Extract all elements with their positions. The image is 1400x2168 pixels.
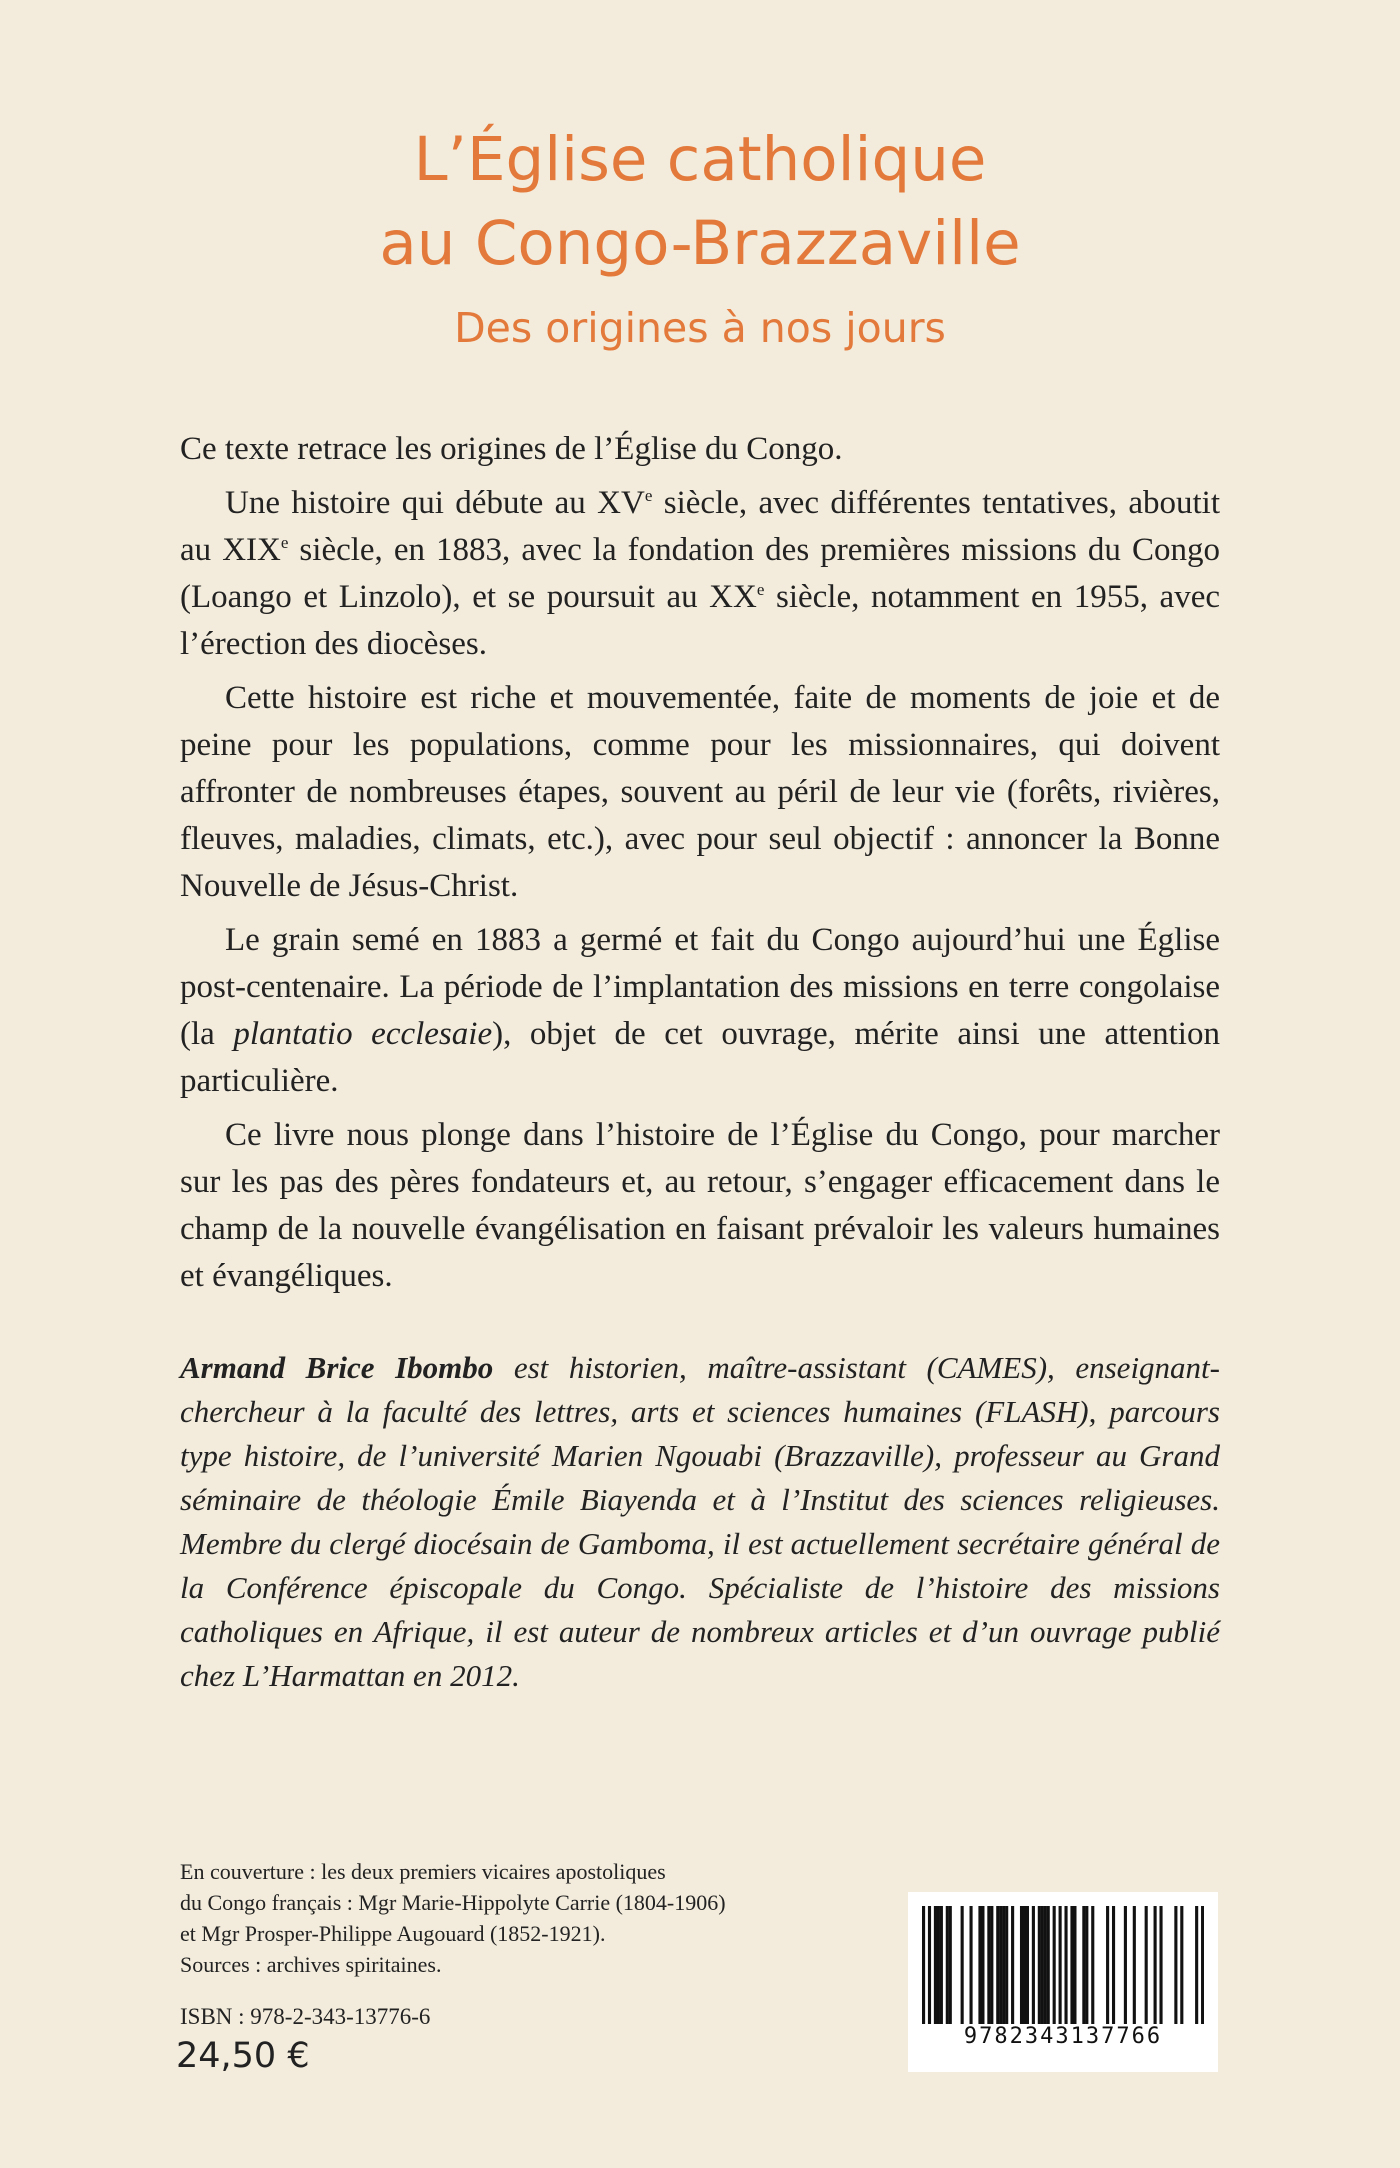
text-span: siècle, avec différentes tentatives, aboutit au XIX [180,485,1220,568]
barcode-bar [1053,1906,1056,2024]
cover-credits [180,1856,820,1980]
blurb-paragraph-4 [180,917,1220,1105]
barcode-bar [969,1906,972,2024]
barcode-bar [946,1906,949,2024]
barcode-bar [1180,1906,1183,2024]
credits-line-2: du Congo français : Mgr Marie-Hippolyte Carrie (1804-1906) [180,1890,726,1915]
italic-term: plantatio ecclesaie [233,1016,493,1052]
blurb-paragraph-5: Ce livre nous plonge dans l’histoire de l’Église du Congo, pour marcher sur les pas des pères fondateurs et, au retour, s’engager efficacement dans le champ de la nouvelle évangélisation en faisant prévaloir les valeurs humaines et évangéliques. [180,1117,1220,1294]
barcode-bar [1073,1906,1076,2024]
blurb [180,426,1220,1307]
barcode-bar [1064,1906,1067,2024]
barcode-bar [940,1906,943,2024]
barcode-bar [934,1906,937,2024]
barcode-bar [999,1906,1002,2024]
barcode-bars [922,1906,1204,2024]
text-span: siècle, notamment en 1955, avec l’érection des diocèses. [180,579,1220,662]
barcode-bar [1159,1906,1162,2024]
barcode-bar [1091,1906,1094,2024]
barcode-bar [1011,1906,1014,2024]
barcode-bar [1195,1906,1198,2024]
barcode-bar [1106,1906,1109,2024]
barcode-bar [1026,1906,1029,2024]
barcode-bar [981,1906,984,2024]
barcode-bar [1032,1906,1035,2024]
credits-line-1: En couverture : les deux premiers vicaires apostoliques [180,1859,666,1884]
barcode-bar [1154,1906,1157,2024]
book-title [0,118,1400,286]
barcode [908,1892,1218,2072]
cover-header [0,118,1400,352]
text-span: Le grain semé en 1883 a germé et fait du Congo aujourd’hui une Église post-centenaire. La période de l’implantation des missions en terre congolaise (la [180,922,1220,1052]
author-name: Armand Brice Ibombo [180,1350,494,1385]
barcode-bar [1174,1906,1177,2024]
barcode-bar [1041,1906,1044,2024]
price: 24,50 € [176,2036,310,2076]
text-span: ), objet de cet ouvrage, mérite ainsi une attention particulière. [180,1016,1220,1099]
blurb-paragraph-3: Cette histoire est riche et mouvementée, faite de moments de joie et de peine pour les populations, comme pour les missionnaires, qui doivent affronter de nombreuses étapes, souvent au péril de leur vie (forêts, rivières, fleuves, maladies, climats, etc.), avec pour seul objectif : annoncer la Bonne Nouvelle de Jésus-Christ. [180,680,1220,904]
superscript: e [280,533,289,552]
barcode-bar [1085,1906,1088,2024]
barcode-bar [1201,1906,1204,2024]
barcode-bar [1047,1906,1050,2024]
barcode-bar [1124,1906,1127,2024]
title-line-1: L’Église catholique [413,124,987,195]
barcode-bar [1020,1906,1023,2024]
barcode-bar [1038,1906,1041,2024]
barcode-bar [990,1906,993,2024]
barcode-bar [1023,1906,1026,2024]
barcode-bar [961,1906,964,2024]
barcode-bar [1145,1906,1148,2024]
credits-line-3: et Mgr Prosper-Philippe Augouard (1852-1921). [180,1921,606,1946]
barcode-bar [922,1906,925,2024]
barcode-bar [937,1906,940,2024]
barcode-bar [928,1906,931,2024]
title-line-2: au Congo-Brazzaville [379,208,1021,279]
superscript: e [644,486,653,505]
superscript: e [756,580,765,599]
author-bio [180,1346,1220,1698]
barcode-bar [996,1906,999,2024]
book-subtitle: Des origines à nos jours [454,304,946,352]
barcode-bar [978,1906,981,2024]
author-bio-text: est historien, maître-assistant (CAMES), enseignant-chercheur à la faculté des lettres, arts et sciences humaines (FLASH), parcours type histoire, de l’université Marien Ngouabi (Brazzaville), professeur au Grand séminaire de théologie Émile Biayenda et à l’Institut des sciences religieuses. Membre du clergé diocésain de Gamboma, il est actuellement secrétaire général de la Conférence épiscopale du Congo. Spécialiste de l’histoire des missions catholiques en Afrique, il est auteur de nombreux articles et d’un ouvrage publié chez L’Harmattan en 2012. [180,1350,1220,1693]
text-span: Une histoire qui débute au XV [225,485,645,521]
barcode-bar [949,1906,952,2024]
blurb-paragraph-2 [180,480,1220,668]
barcode-bar [1133,1906,1136,2024]
barcode-digits: 9782343137766 [963,2024,1163,2049]
barcode-bar [1044,1906,1047,2024]
barcode-bar [1002,1906,1005,2024]
barcode-bar [1005,1906,1008,2024]
barcode-bar [987,1906,990,2024]
barcode-bar [1059,1906,1062,2024]
credits-line-4: Sources : archives spiritaines. [180,1952,442,1977]
barcode-bar [1070,1906,1073,2024]
barcode-bar [1112,1906,1115,2024]
blurb-paragraph-1: Ce texte retrace les origines de l’Église du Congo. [180,431,843,467]
barcode-bar [1082,1906,1085,2024]
isbn: ISBN : 978-2-343-13776-6 [180,2004,431,2029]
text-span: siècle, en 1883, avec la fondation des premières missions du Congo (Loango et Linzolo), et se poursuit au XX [180,532,1220,615]
